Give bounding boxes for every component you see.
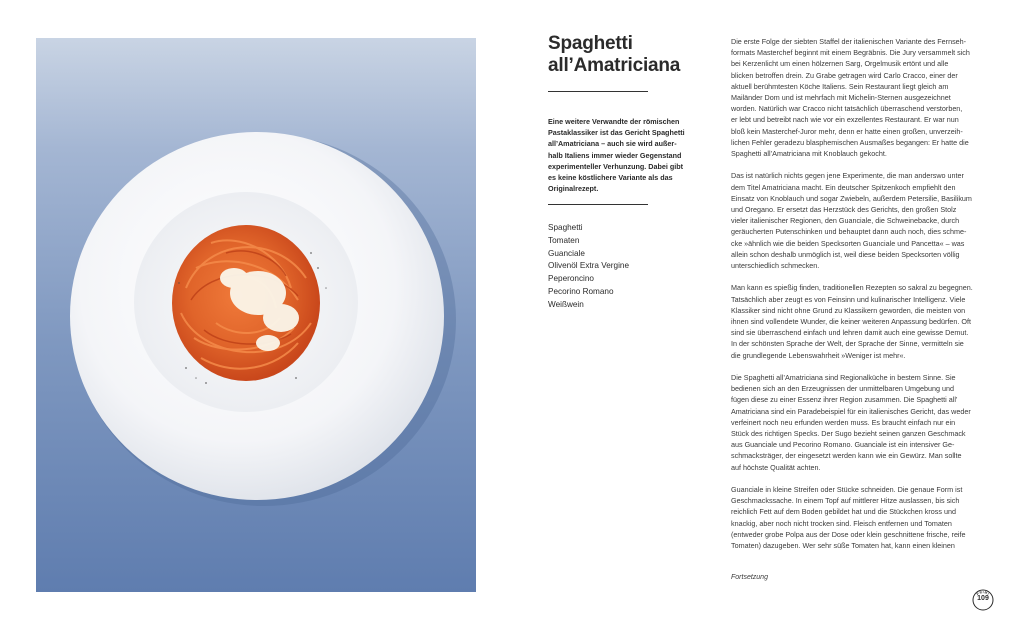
intro-divider [548, 204, 648, 205]
section-label: PRIMI [975, 590, 991, 597]
article-body [731, 36, 991, 562]
body-line: Geschmackssache. In einem Topf auf mittlerer Hitze auslassen, bis sich [731, 496, 960, 506]
body-line: Die Spaghetti all’Amatriciana sind Regionalküche in bestem Sinne. Sie [731, 373, 956, 383]
ingredient-list [548, 222, 708, 312]
page-number-badge [972, 589, 994, 611]
body-line: vieler italienischer Regionen, den Guanciale, die Schweinebacke, durch [731, 216, 960, 226]
body-line: Tatsächlich aber zeugt es von Feinsinn und kulinarischer Intelligenz. Viele [731, 294, 966, 304]
recipe-intro [548, 116, 685, 194]
ingredient-item: Olivenöl Extra Vergine [548, 261, 630, 271]
intro-line: halb Italiens immer wieder Gegenstand [548, 150, 682, 160]
ingredient-item: Pecorino Romano [548, 286, 614, 296]
body-line: die grundlegende Lebenswahrheit »Weniger ist mehr«. [731, 350, 906, 360]
dish-photo [36, 38, 476, 592]
body-paragraph [731, 36, 991, 159]
intro-line: Originalrezept. [548, 184, 599, 194]
recipe-title-line-2: all’Amatriciana [548, 55, 681, 76]
body-line: Stück des richtigen Specks. Der Sugo bezieht seinen ganzen Geschmack [731, 429, 966, 439]
body-line: blicken betroffen drein. Zu Grabe getragen wird Carlo Cracco, einer der [731, 70, 958, 80]
body-line: aus Guanciale und Pecorino Romano. Guanciale ist ein intensiver Ge- [731, 440, 955, 450]
ingredient-item: Peperoncino [548, 274, 594, 284]
body-line: Tomaten) dazugeben. Wer sehr süße Tomaten hat, kann einen kleinen [731, 541, 955, 551]
body-line: aktuell berühmtesten Köche Italiens. Sein Restaurant liegt gleich am [731, 81, 949, 91]
body-line: lichen Fehler geradezu blasphemischen Ausmaßes begangen: Er hatte die [731, 137, 969, 147]
body-line: fügen diese zu einer Essenz ihrer Region zusammen. Die Spaghetti all’ [731, 395, 958, 405]
ingredient-item: Spaghetti [548, 223, 583, 232]
body-line: Die erste Folge der siebten Staffel der italienischen Variante des Fernseh- [731, 37, 967, 46]
body-paragraph [731, 484, 991, 551]
body-line: Klassiker sind nicht ohne Grund zu Klassikern geworden, die meisten von [731, 305, 966, 315]
intro-line: Pastaklassiker ist das Gericht Spaghetti [548, 128, 685, 138]
ingredient-item: Guanciale [548, 248, 585, 258]
body-line: Einsatz von Knoblauch und sogar Zwiebeln, außerdem Petersilie, Basilikum [731, 193, 972, 203]
body-line: (entweder grobe Polpa aus der Dose oder klein geschnittene frische, reife [731, 529, 966, 539]
body-line: er lebt und betreibt nach wie vor ein exzellentes Restaurant. Er war nun [731, 115, 959, 125]
intro-line: es keine köstlichere Variante als das [548, 173, 673, 183]
body-line: Amatriciana sind ein Paradebeispiel für ein italienisches Gericht, das weder [731, 406, 971, 416]
body-line: und Oregano. Er ersetzt das Herzstück des Gerichts, den großen Stolz [731, 205, 957, 215]
body-paragraph [731, 282, 991, 360]
body-line: Das ist natürlich nichts gegen jene Experimente, die man anderswo unter [731, 171, 964, 181]
recipe-title-line-1: Spaghetti [548, 33, 633, 54]
ingredient-item: Weißwein [548, 299, 584, 309]
body-line: auf höchste Qualität achten. [731, 462, 821, 472]
intro-line: Eine weitere Verwandte der römischen [548, 117, 680, 126]
recipe-title [548, 33, 728, 77]
continuation-note: Fortsetzung [731, 574, 768, 581]
body-line: cke »ähnlich wie die beiden Specksorten Guanciale und Pancetta« – was [731, 238, 965, 248]
body-line: Man kann es spießig finden, traditionellen Rezepten so sakral zu begegnen. [731, 283, 973, 293]
body-line: bedienen sich an den Erzeugnissen der unmittelbaren Umgebung und [731, 384, 954, 394]
body-line: allein schon deshalb unmöglich ist, weil diese beiden Specksorten völlig [731, 249, 960, 259]
body-paragraph [731, 170, 991, 271]
body-line: Mailänder Dom und ist mehrfach mit Michelin-Sternen ausgezeichnet [731, 93, 951, 103]
body-line: In der schönsten Sprache der Welt, der Sprache der Sinne, vermitteln sie [731, 339, 964, 349]
body-line: unterschiedlich schmecken. [731, 261, 820, 271]
body-line: bloß kein Masterchef-Juror mehr, denn er hatte einen großen, unverzeih- [731, 126, 963, 136]
title-divider [548, 91, 648, 92]
body-line: worden. Natürlich war Cracco nicht tatsächlich überraschend verstorben, [731, 104, 963, 114]
body-line: Guanciale in kleine Streifen oder Stücke schneiden. Die genaue Form ist [731, 485, 963, 495]
body-line: reichlich Fett auf dem Boden gebildet hat und die Stückchen kross und [731, 507, 956, 517]
body-paragraph [731, 372, 991, 473]
page-number: 109 [977, 595, 989, 602]
body-line: bei Kerzenlicht um einen hölzernen Sarg, Orgelmusik ertönt und alle [731, 59, 949, 69]
body-line: sind sie überraschend einfach und lehren damit auch eine gewisse Demut. [731, 328, 969, 338]
body-line: dem Titel Amatriciana macht. Ein deutscher Spitzenkoch empfiehlt den [731, 182, 956, 192]
body-line: schmacksträger, der eingesetzt werden kann wie ein Gewürz. Man sollte [731, 451, 962, 461]
body-line: formats Masterchef beginnt mit einem Begräbnis. Die Jury versammelt sich [731, 48, 970, 58]
body-line: verfeinert noch neu erfunden werden muss. Es braucht einfach nur ein [731, 417, 956, 427]
intro-line: experimenteller Verhunzung. Dabei gibt [548, 161, 683, 171]
plate-of-spaghetti-image [36, 38, 476, 592]
body-line: geräucherten Putenschinken und behauptet dann auch noch, dies schme- [731, 227, 967, 237]
body-line: knackig, aber noch nicht trocken sind. Fleisch entfernen und Tomaten [731, 518, 952, 528]
ingredient-item: Tomaten [548, 235, 580, 245]
body-line: Spaghetti all’Amatriciana mit Knoblauch gekocht. [731, 149, 887, 159]
intro-line: all’Amatriciana – auch sie wird außer- [548, 139, 677, 149]
body-line: ihnen sind vollendete Wunder, die keiner weiteren Anpassung bedürfen. Oft [731, 317, 972, 327]
